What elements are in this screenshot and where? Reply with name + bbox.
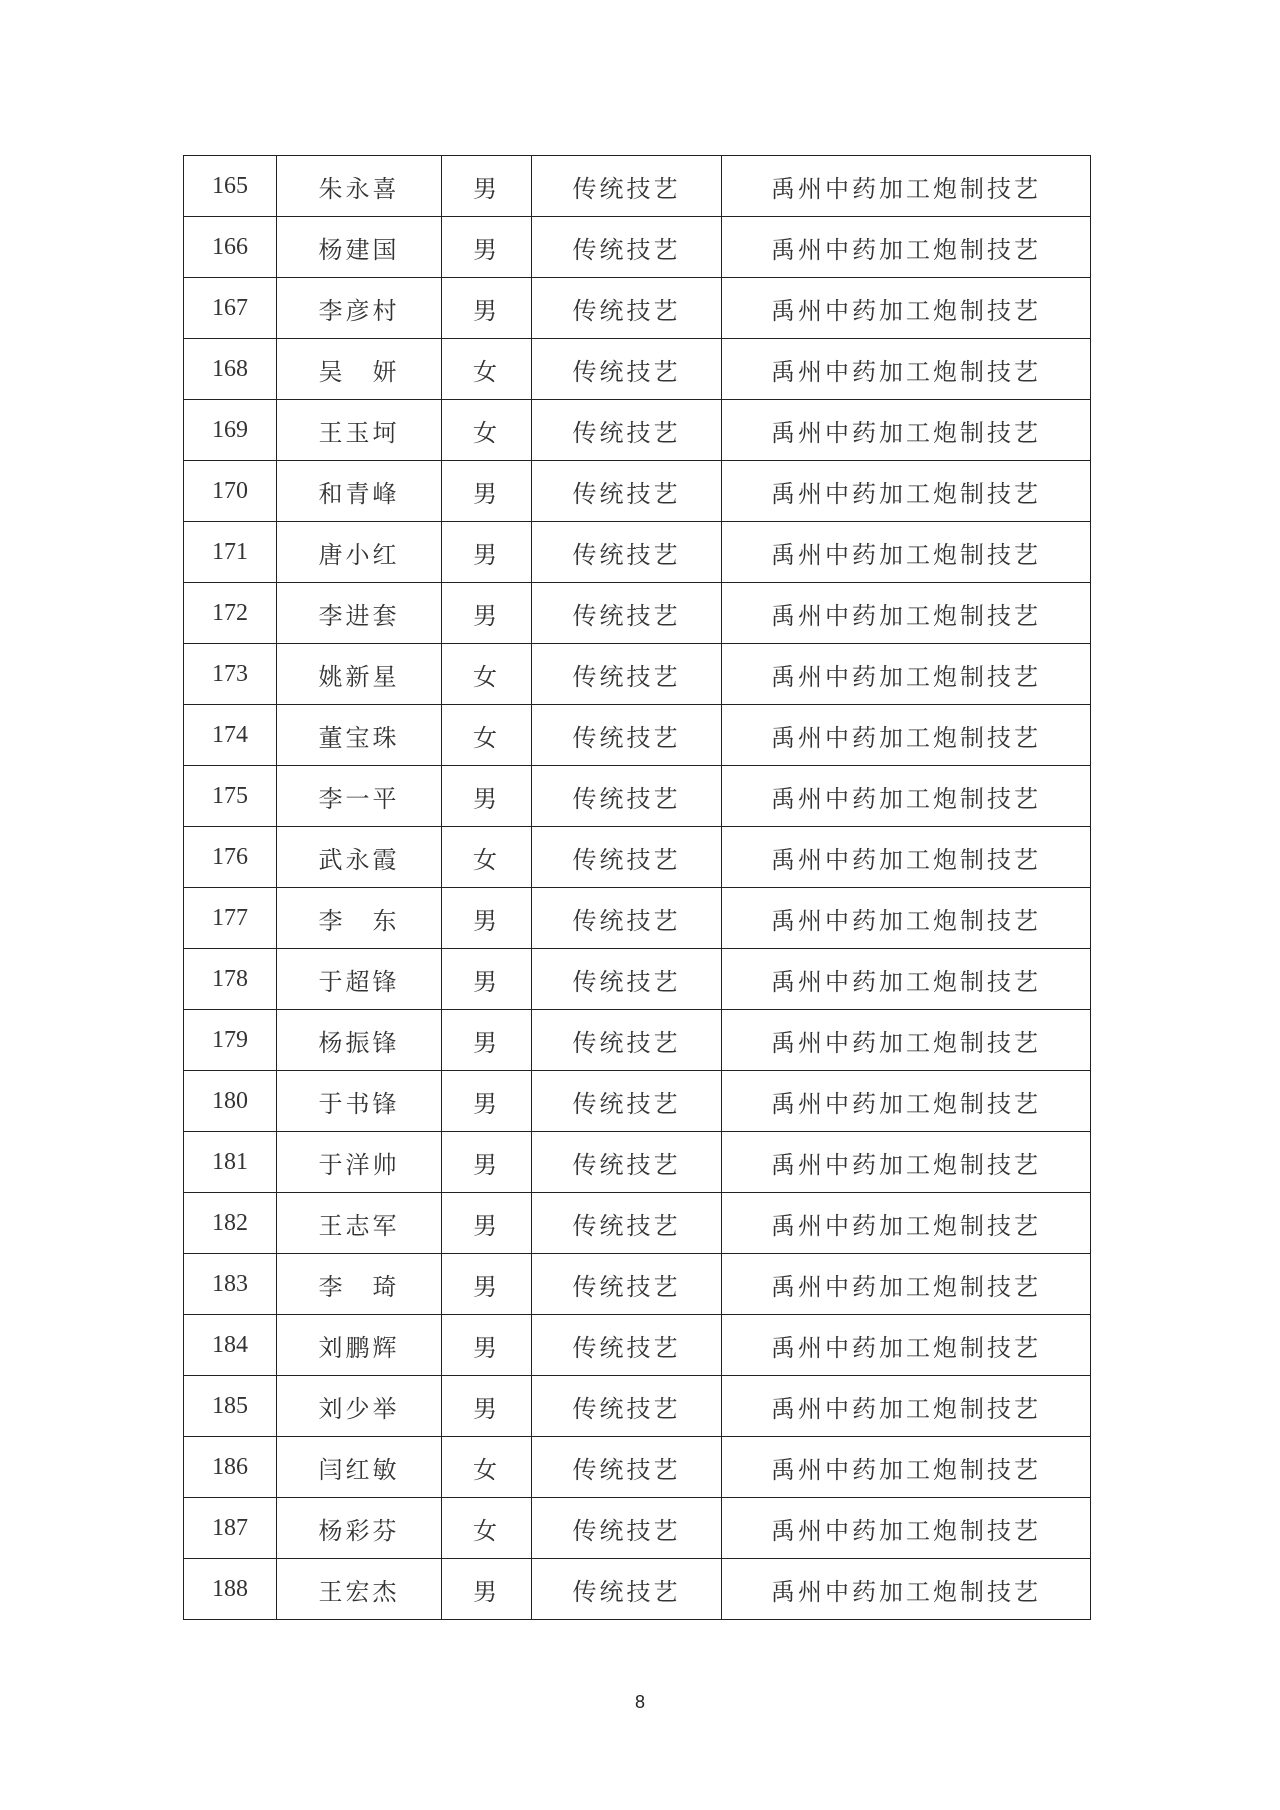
- project-cell: 禹州中药加工炮制技艺: [722, 1132, 1091, 1193]
- category-cell: 传统技艺: [532, 1254, 722, 1315]
- category-cell: 传统技艺: [532, 827, 722, 888]
- project-cell: 禹州中药加工炮制技艺: [722, 1376, 1091, 1437]
- category-cell: 传统技艺: [532, 766, 722, 827]
- project-cell: 禹州中药加工炮制技艺: [722, 217, 1091, 278]
- category-cell: 传统技艺: [532, 1437, 722, 1498]
- category-cell: 传统技艺: [532, 1559, 722, 1620]
- row-number-cell: 165: [184, 156, 277, 217]
- name-cell: 李一平: [277, 766, 442, 827]
- name-cell: 于洋帅: [277, 1132, 442, 1193]
- project-cell: 禹州中药加工炮制技艺: [722, 339, 1091, 400]
- table-row: [184, 1132, 1091, 1193]
- gender-cell: 男: [442, 1132, 532, 1193]
- row-number-cell: 167: [184, 278, 277, 339]
- table-row: [184, 461, 1091, 522]
- row-number-cell: 179: [184, 1010, 277, 1071]
- row-number-cell: 168: [184, 339, 277, 400]
- row-number-cell: 173: [184, 644, 277, 705]
- category-cell: 传统技艺: [532, 278, 722, 339]
- row-number-cell: 174: [184, 705, 277, 766]
- name-cell: 李 琦: [277, 1254, 442, 1315]
- project-cell: 禹州中药加工炮制技艺: [722, 949, 1091, 1010]
- table-row: [184, 1254, 1091, 1315]
- table-row: [184, 1010, 1091, 1071]
- name-cell: 于书锋: [277, 1071, 442, 1132]
- table-row: [184, 400, 1091, 461]
- row-number-cell: 170: [184, 461, 277, 522]
- table-row: [184, 1376, 1091, 1437]
- table-row: [184, 1315, 1091, 1376]
- table-row: [184, 1498, 1091, 1559]
- row-number-cell: 186: [184, 1437, 277, 1498]
- project-cell: 禹州中药加工炮制技艺: [722, 766, 1091, 827]
- row-number-cell: 187: [184, 1498, 277, 1559]
- category-cell: 传统技艺: [532, 644, 722, 705]
- table-row: [184, 339, 1091, 400]
- table-row: [184, 278, 1091, 339]
- project-cell: 禹州中药加工炮制技艺: [722, 1010, 1091, 1071]
- gender-cell: 男: [442, 156, 532, 217]
- project-cell: 禹州中药加工炮制技艺: [722, 1254, 1091, 1315]
- project-cell: 禹州中药加工炮制技艺: [722, 1071, 1091, 1132]
- gender-cell: 男: [442, 217, 532, 278]
- name-cell: 王宏杰: [277, 1559, 442, 1620]
- name-cell: 李进套: [277, 583, 442, 644]
- row-number-cell: 175: [184, 766, 277, 827]
- name-cell: 刘少举: [277, 1376, 442, 1437]
- name-cell: 李彦村: [277, 278, 442, 339]
- project-cell: 禹州中药加工炮制技艺: [722, 156, 1091, 217]
- gender-cell: 女: [442, 339, 532, 400]
- row-number-cell: 178: [184, 949, 277, 1010]
- project-cell: 禹州中药加工炮制技艺: [722, 400, 1091, 461]
- category-cell: 传统技艺: [532, 1193, 722, 1254]
- name-cell: 姚新星: [277, 644, 442, 705]
- gender-cell: 男: [442, 949, 532, 1010]
- gender-cell: 男: [442, 1559, 532, 1620]
- page-number: 8: [634, 1692, 645, 1712]
- project-cell: 禹州中药加工炮制技艺: [722, 644, 1091, 705]
- name-cell: 刘鹏辉: [277, 1315, 442, 1376]
- name-cell: 闫红敏: [277, 1437, 442, 1498]
- name-cell: 于超锋: [277, 949, 442, 1010]
- category-cell: 传统技艺: [532, 1010, 722, 1071]
- gender-cell: 男: [442, 1376, 532, 1437]
- name-cell: 朱永喜: [277, 156, 442, 217]
- table-row: [184, 1559, 1091, 1620]
- row-number-cell: 185: [184, 1376, 277, 1437]
- project-cell: 禹州中药加工炮制技艺: [722, 461, 1091, 522]
- row-number-cell: 181: [184, 1132, 277, 1193]
- row-number-cell: 176: [184, 827, 277, 888]
- project-cell: 禹州中药加工炮制技艺: [722, 1559, 1091, 1620]
- gender-cell: 女: [442, 1498, 532, 1559]
- row-number-cell: 169: [184, 400, 277, 461]
- gender-cell: 女: [442, 827, 532, 888]
- gender-cell: 男: [442, 1071, 532, 1132]
- row-number-cell: 180: [184, 1071, 277, 1132]
- gender-cell: 女: [442, 400, 532, 461]
- project-cell: 禹州中药加工炮制技艺: [722, 278, 1091, 339]
- inheritor-table: [183, 155, 1091, 1620]
- table-row: [184, 156, 1091, 217]
- row-number-cell: 188: [184, 1559, 277, 1620]
- gender-cell: 女: [442, 705, 532, 766]
- row-number-cell: 166: [184, 217, 277, 278]
- table-row: [184, 1437, 1091, 1498]
- gender-cell: 男: [442, 1010, 532, 1071]
- table-row: [184, 1193, 1091, 1254]
- category-cell: 传统技艺: [532, 583, 722, 644]
- gender-cell: 男: [442, 766, 532, 827]
- row-number-cell: 171: [184, 522, 277, 583]
- table-row: [184, 583, 1091, 644]
- gender-cell: 男: [442, 583, 532, 644]
- name-cell: 吴 妍: [277, 339, 442, 400]
- gender-cell: 男: [442, 522, 532, 583]
- name-cell: 王志军: [277, 1193, 442, 1254]
- table-row: [184, 766, 1091, 827]
- table-row: [184, 644, 1091, 705]
- name-cell: 和青峰: [277, 461, 442, 522]
- name-cell: 董宝珠: [277, 705, 442, 766]
- category-cell: 传统技艺: [532, 949, 722, 1010]
- row-number-cell: 172: [184, 583, 277, 644]
- category-cell: 传统技艺: [532, 461, 722, 522]
- project-cell: 禹州中药加工炮制技艺: [722, 522, 1091, 583]
- category-cell: 传统技艺: [532, 1315, 722, 1376]
- gender-cell: 男: [442, 1193, 532, 1254]
- category-cell: 传统技艺: [532, 1071, 722, 1132]
- name-cell: 李 东: [277, 888, 442, 949]
- name-cell: 杨彩芬: [277, 1498, 442, 1559]
- gender-cell: 男: [442, 461, 532, 522]
- category-cell: 传统技艺: [532, 156, 722, 217]
- name-cell: 杨建国: [277, 217, 442, 278]
- gender-cell: 男: [442, 278, 532, 339]
- table-row: [184, 1071, 1091, 1132]
- gender-cell: 女: [442, 1437, 532, 1498]
- category-cell: 传统技艺: [532, 1498, 722, 1559]
- row-number-cell: 177: [184, 888, 277, 949]
- gender-cell: 女: [442, 644, 532, 705]
- project-cell: 禹州中药加工炮制技艺: [722, 1437, 1091, 1498]
- table-row: [184, 217, 1091, 278]
- row-number-cell: 183: [184, 1254, 277, 1315]
- project-cell: 禹州中药加工炮制技艺: [722, 1315, 1091, 1376]
- project-cell: 禹州中药加工炮制技艺: [722, 827, 1091, 888]
- table-row: [184, 522, 1091, 583]
- project-cell: 禹州中药加工炮制技艺: [722, 583, 1091, 644]
- gender-cell: 男: [442, 1315, 532, 1376]
- category-cell: 传统技艺: [532, 217, 722, 278]
- project-cell: 禹州中药加工炮制技艺: [722, 1193, 1091, 1254]
- name-cell: 唐小红: [277, 522, 442, 583]
- table-row: [184, 888, 1091, 949]
- row-number-cell: 182: [184, 1193, 277, 1254]
- category-cell: 传统技艺: [532, 522, 722, 583]
- table-body: [184, 156, 1091, 1620]
- name-cell: 杨振锋: [277, 1010, 442, 1071]
- gender-cell: 男: [442, 888, 532, 949]
- category-cell: 传统技艺: [532, 888, 722, 949]
- project-cell: 禹州中药加工炮制技艺: [722, 888, 1091, 949]
- table-row: [184, 827, 1091, 888]
- row-number-cell: 184: [184, 1315, 277, 1376]
- project-cell: 禹州中药加工炮制技艺: [722, 705, 1091, 766]
- name-cell: 王玉坷: [277, 400, 442, 461]
- table-row: [184, 705, 1091, 766]
- category-cell: 传统技艺: [532, 1132, 722, 1193]
- name-cell: 武永霞: [277, 827, 442, 888]
- category-cell: 传统技艺: [532, 1376, 722, 1437]
- gender-cell: 男: [442, 1254, 532, 1315]
- project-cell: 禹州中药加工炮制技艺: [722, 1498, 1091, 1559]
- category-cell: 传统技艺: [532, 339, 722, 400]
- table-row: [184, 949, 1091, 1010]
- category-cell: 传统技艺: [532, 400, 722, 461]
- category-cell: 传统技艺: [532, 705, 722, 766]
